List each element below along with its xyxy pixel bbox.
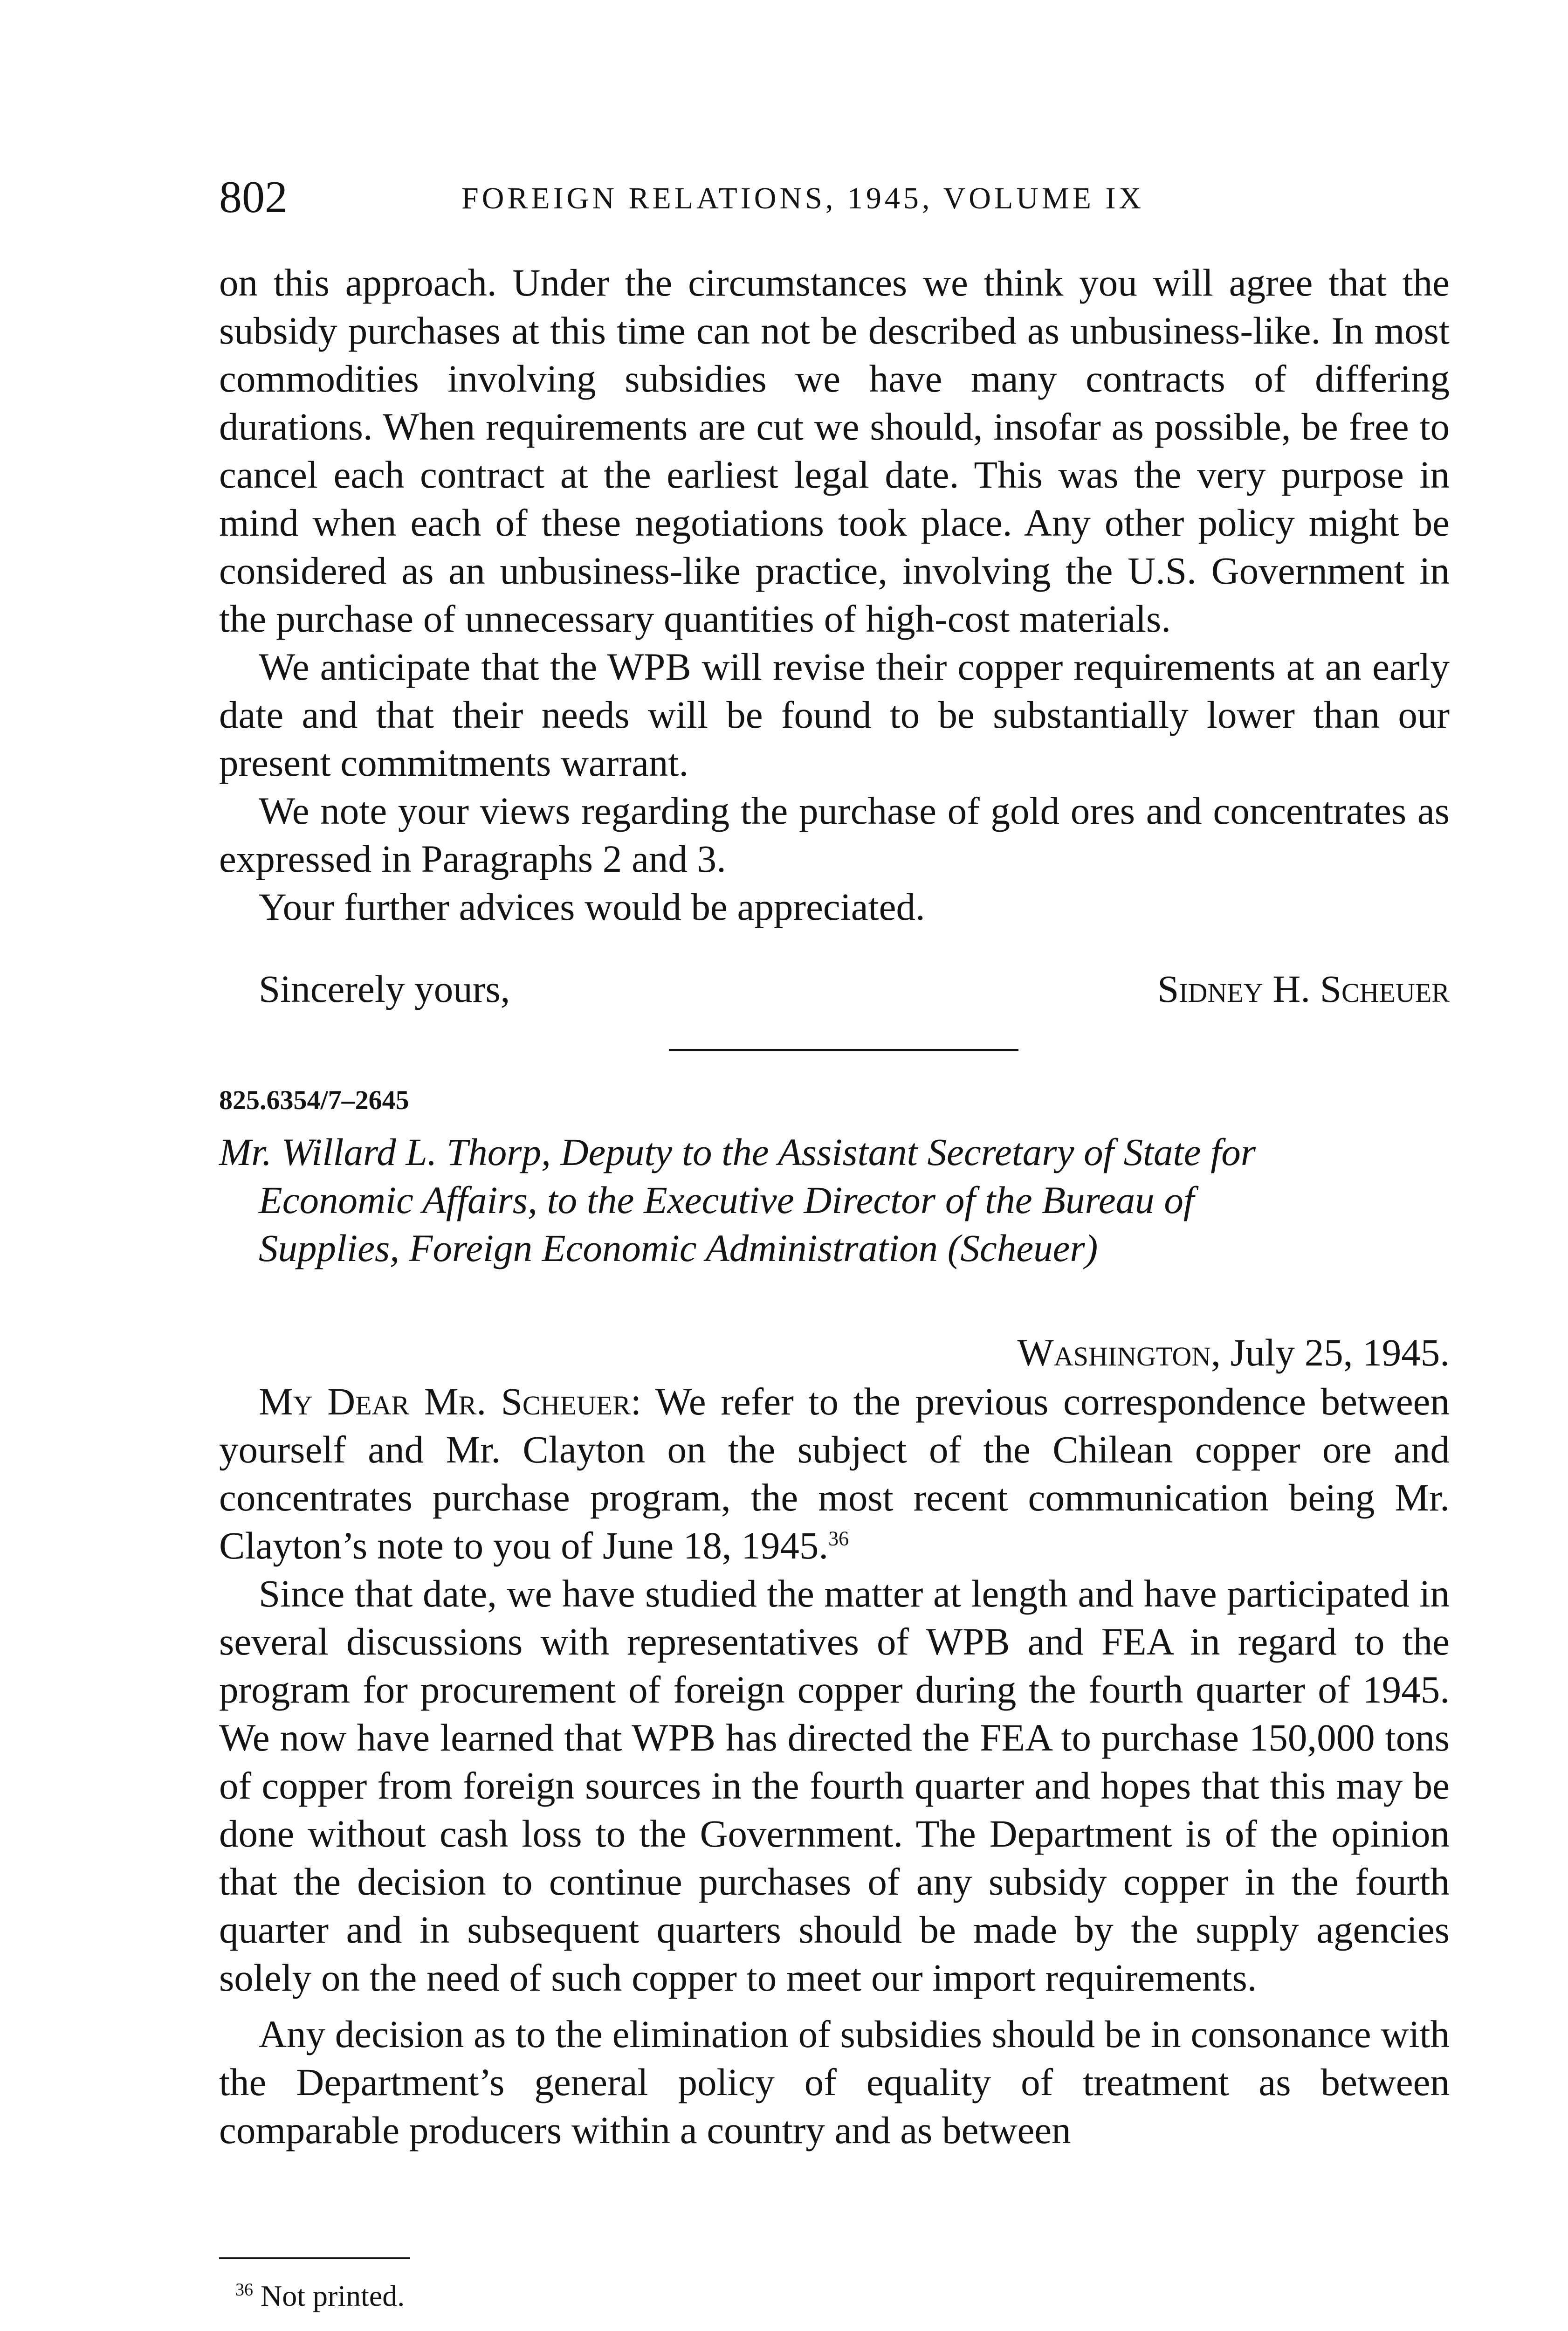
title-line: Supplies, Foreign Economic Administration (Scheuer) [259, 1227, 1098, 1269]
title-line: Mr. Willard L. Thorp, Deputy to the Assistant Secretary of State for [219, 1131, 1256, 1173]
running-title: FOREIGN RELATIONS, 1945, VOLUME IX [461, 181, 1145, 215]
paragraph: on this approach. Under the circumstances we think you will agree that the subsidy purchases at this time can not be described as unbusiness-like. In most commodities involving subsidies we have many contracts of differing durations. When requirements are cut we should, insofar as possible, be free to cancel each contract at the earliest legal date. This was the very purpose in mind when each of these negotiations took place. Any other policy might be considered as an unbusiness-like practice, involving the U.S. Government in the purchase of unnecessary quantities of high-cost materials. [219, 261, 1450, 640]
salutation: My Dear Mr. Scheuer [259, 1380, 631, 1423]
footnote-text: Not printed. [261, 2279, 405, 2312]
footnote-reference: 36 [828, 1527, 849, 1550]
paragraph: Any decision as to the elimination of subsidies should be in consonance with the Department’s general policy of equality of treatment as between comparable producers within a country and as between [219, 2013, 1450, 2152]
paragraph: Since that date, we have studied the matter at length and have participated in several discussions with representatives of WPB and FEA in regard to the program for procurement of foreign copper during the fourth quarter of 1945. We now have learned that WPB has directed the FEA to purchase 150,000 tons of copper from foreign sources in the fourth quarter and hopes that this may be done without cash loss to the Government. The Department is of the opinion that the decision to continue purchases of any subsidy copper in the fourth quarter and in subsequent quarters should be made by the supply agencies solely on the need of such copper to meet our import requirements. [219, 1572, 1450, 1999]
dateline [219, 1329, 1450, 1377]
file-number: 825.6354/7–2645 [219, 1085, 409, 1115]
page-number: 802 [219, 172, 288, 222]
paragraph: We note your views regarding the purchase of gold ores and concentrates as expressed in Paragraphs 2 and 3. [219, 789, 1450, 880]
complimentary-close: Sincerely yours, [259, 967, 510, 1010]
place: Washington [1017, 1331, 1211, 1374]
closing-line [219, 965, 1450, 1013]
title-line: Economic Affairs, to the Executive Director of the Bureau of [259, 1179, 1194, 1221]
paragraph: We anticipate that the WPB will revise their copper requirements at an early date and that their needs will be found to be substantially lower than our present commitments warrant. [219, 645, 1450, 784]
footnote [235, 2275, 405, 2317]
paragraph: Your further advices would be appreciated. [259, 885, 925, 928]
section-divider [669, 1049, 1018, 1051]
continued-letter-body [219, 259, 1450, 931]
letter-body [219, 1378, 1450, 2154]
date: , July 25, 1945. [1211, 1331, 1450, 1374]
paragraph [219, 1378, 1450, 1570]
page-header [219, 172, 1450, 223]
document-title [219, 1128, 1450, 1272]
footnote-divider [219, 2257, 410, 2259]
signature: Sidney H. Scheuer [1157, 967, 1450, 1010]
paragraph-text: : We refer to the previous correspondence between yourself and Mr. Clayton on the subject of the Chilean copper ore and concentrates purchase program, the most recent communication being Mr. Clayton’s note to you of June 18, 1945. [219, 1380, 1450, 1567]
footnote-number: 36 [235, 2280, 253, 2300]
